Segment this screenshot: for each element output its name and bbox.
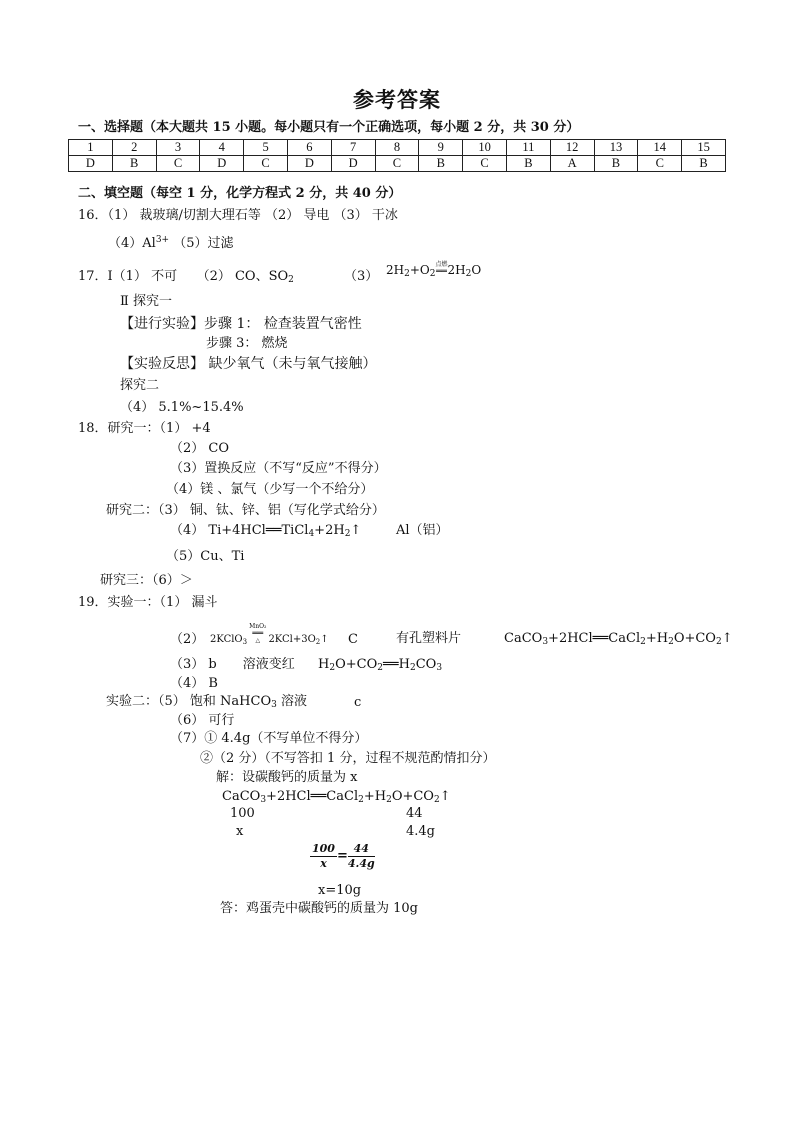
eq-sub: 2 [386,795,392,805]
eq-part: ↑ [721,631,733,646]
eq-part: ══H [382,657,410,672]
q19-e2-5-c: c [354,695,362,710]
q17-head-sub: 2 [288,275,294,285]
q16-line2-sup: 3+ [155,235,170,245]
q17-inquiry2: 探究二 [120,378,160,393]
fraction-numerator: 44 [348,842,375,857]
section2-heading: 二、填空题（每空 1 分，化学方程式 2 分，共 40 分） [78,186,402,201]
eq-condition-text: 点燃 [435,261,448,268]
eq-part: CO [415,657,437,672]
eq-part: +H [363,789,387,804]
q19-e1-4: （4） B [170,676,218,691]
eq-sub: 2 [409,663,416,673]
eq-condition: MnO₂ ══ △ [249,623,267,644]
eq-part: ↑ [320,634,329,645]
answer-cell: A [550,156,594,172]
q18-r1-1: 18．研究一：（1） +4 [78,421,211,436]
question-number-cell: 2 [112,140,156,156]
q17-step3: 步骤 3： 燃烧 [206,336,288,351]
eq-sub: 2 [715,637,722,647]
eq-part: （4） Ti+4HCl══TiCl [170,523,309,538]
fraction-left [310,842,337,871]
fraction-right [348,842,375,871]
answer-cell: C [156,156,200,172]
question-number-cell: 3 [156,140,200,156]
q18-r3: 研究三：（6）＞ [100,573,193,588]
eq-part: H [318,657,330,672]
question-number-cell: 6 [287,140,331,156]
eq-sub: 2 [315,638,321,646]
eq-condition: 点燃 ══ [435,261,448,277]
solution-heading: 解：设碳酸钙的质量为 x [216,770,358,785]
eq-part: O [471,263,482,277]
q18-r1-2: （2） CO [170,441,230,456]
eq-sub: 2 [433,795,440,805]
text-sub: 3 [271,700,277,710]
question-number-cell: 5 [244,140,288,156]
q17-reflection: 【实验反思】 缺少氧气（未与氧气接触） [120,356,377,372]
solution-answer: 答：鸡蛋壳中碳酸钙的质量为 10g [220,901,418,916]
q17-head-text: 17．Ⅰ（1） 不可 （2） CO、SO [78,269,289,284]
question-number-cell: 15 [682,140,726,156]
q16-line2-b: （5）过滤 [169,236,234,251]
answer-table-numbers-row [69,140,726,156]
eq-sub: 2 [358,795,364,805]
question-number-cell: 1 [69,140,113,156]
solution-mass-100: 100 [230,806,255,821]
q18-r1-3: （3）置换反应（不写“反应”不得分） [170,461,387,476]
answer-cell: B [419,156,463,172]
q18-r2-3: 研究二：（3） 铜、钛、锌、铝（写化学式给分） [106,503,385,518]
eq-part: +H [645,631,669,646]
q19-kclo3-equation [210,624,329,650]
q19-e2-7: （7）① 4.4g（不写单位不得分） [170,731,368,746]
solution-4-4g: 4.4g [406,824,435,839]
eq-part: +O [409,263,430,277]
eq-part: 2H [386,263,405,277]
answer-cell: C [638,156,682,172]
answer-table [68,139,726,172]
eq-part: CaCO [222,789,261,804]
text-part: 溶液 [276,694,307,709]
question-number-cell: 10 [463,140,507,156]
solution-x: x [236,824,244,839]
question-number-cell: 9 [419,140,463,156]
question-number-cell: 14 [638,140,682,156]
answer-cell: D [331,156,375,172]
eq-condition-text: MnO₂ [249,623,267,630]
answer-cell: B [112,156,156,172]
q17-step1: 【进行实验】步骤 1： 检查装置气密性 [120,316,362,332]
eq-part: CaCO [504,631,543,646]
eq-part: O+CO [335,657,378,672]
eq-part: +2HCl══CaCl [548,631,641,646]
fraction-denominator: x [320,857,327,870]
question-number-cell: 11 [506,140,550,156]
fraction-numerator: 100 [312,842,335,855]
question-number-cell: 4 [200,140,244,156]
q19-e2-5 [106,694,307,713]
eq-sub: 3 [260,795,267,805]
q17-head [78,269,294,288]
solution-result: x=10g [318,883,362,898]
eq-part: O+CO [391,789,434,804]
eq-sub: 2 [329,663,336,673]
q17-range: （4） 5.1%~15.4% [120,400,244,415]
answer-cell: C [463,156,507,172]
q18-r1-4: （4）镁 、氯气（少写一个不给分） [166,482,374,497]
q19-e1-3-equation [318,657,442,676]
q19-e1-2-c: C [348,632,358,647]
eq-sub: 4 [308,529,315,539]
eq-part: ↑ [439,789,451,804]
eq-part: 2H [447,263,466,277]
q18-r2-4-al: Al（铝） [396,523,449,538]
eq-part: 2KClO [210,634,243,645]
fraction-equals: = [336,848,348,864]
answer-cell: B [594,156,638,172]
eq-sub: 2 [429,269,436,279]
eq-sub: 2 [668,637,674,647]
page-title: 参考答案 [353,87,441,112]
answer-cell: D [200,156,244,172]
question-number-cell: 12 [550,140,594,156]
eq-sub: 2 [404,269,410,279]
eq-sub: 3 [242,638,248,646]
q19-e2-6: （6） 可行 [170,713,235,728]
eq-sub: 2 [344,529,351,539]
q16-line2-a: （4）Al [108,236,156,251]
eq-part: 2KCl+3O [268,634,316,645]
q18-r2-5: （5）Cu、Ti [166,549,245,564]
question-number-cell: 7 [331,140,375,156]
eq-sub: 3 [542,637,549,647]
eq-part: O+CO [673,631,716,646]
eq-part: +2H [314,523,345,538]
eq-sub: 3 [436,663,443,673]
q19-e1-2-equation [504,631,733,650]
eq-part: +2HCl══CaCl [266,789,359,804]
q19-e1-3: （3） b 溶液变红 [170,657,295,672]
q17-part3: （3） [344,269,379,284]
q17-section-ii: Ⅱ 探究一 [120,294,172,309]
solution-proportion [310,842,375,871]
answer-cell: C [375,156,419,172]
q16-line1: 16．（1） 裁玻璃/切割大理石等 （2） 导电 （3） 干冰 [78,208,398,223]
q19-e1-2-plate: 有孔塑料片 [396,631,462,646]
answer-cell: D [69,156,113,172]
q18-r2-4 [170,523,361,542]
fraction-denominator: 4.4g [347,857,375,870]
answer-table-answers-row [69,156,726,172]
eq-sub: 2 [377,663,383,673]
eq-sub: 2 [640,637,646,647]
answer-cell: B [682,156,726,172]
answer-cell: C [244,156,288,172]
q17-equation [386,262,481,282]
q19-e1-1: 19．实验一：（1） 漏斗 [78,595,218,610]
q19-e1-2-label: （2） [170,632,205,647]
answer-cell: B [506,156,550,172]
q19-e2-7-2: ②（2 分）（不写答扣 1 分，过程不规范酌情扣分） [200,751,496,766]
text-part: 实验二：（5） 饱和 NaHCO [106,694,272,709]
eq-sub: 2 [465,269,472,279]
section1-heading: 一、选择题（本大题共 15 小题。每小题只有一个正确选项，每小题 2 分，共 30 分） [78,120,580,135]
answer-cell: D [287,156,331,172]
question-number-cell: 8 [375,140,419,156]
question-number-cell: 13 [594,140,638,156]
q16-line2 [108,232,234,252]
eq-condition-text: △ [255,637,261,644]
solution-mass-44: 44 [406,806,423,821]
eq-part: ↑ [350,523,362,538]
